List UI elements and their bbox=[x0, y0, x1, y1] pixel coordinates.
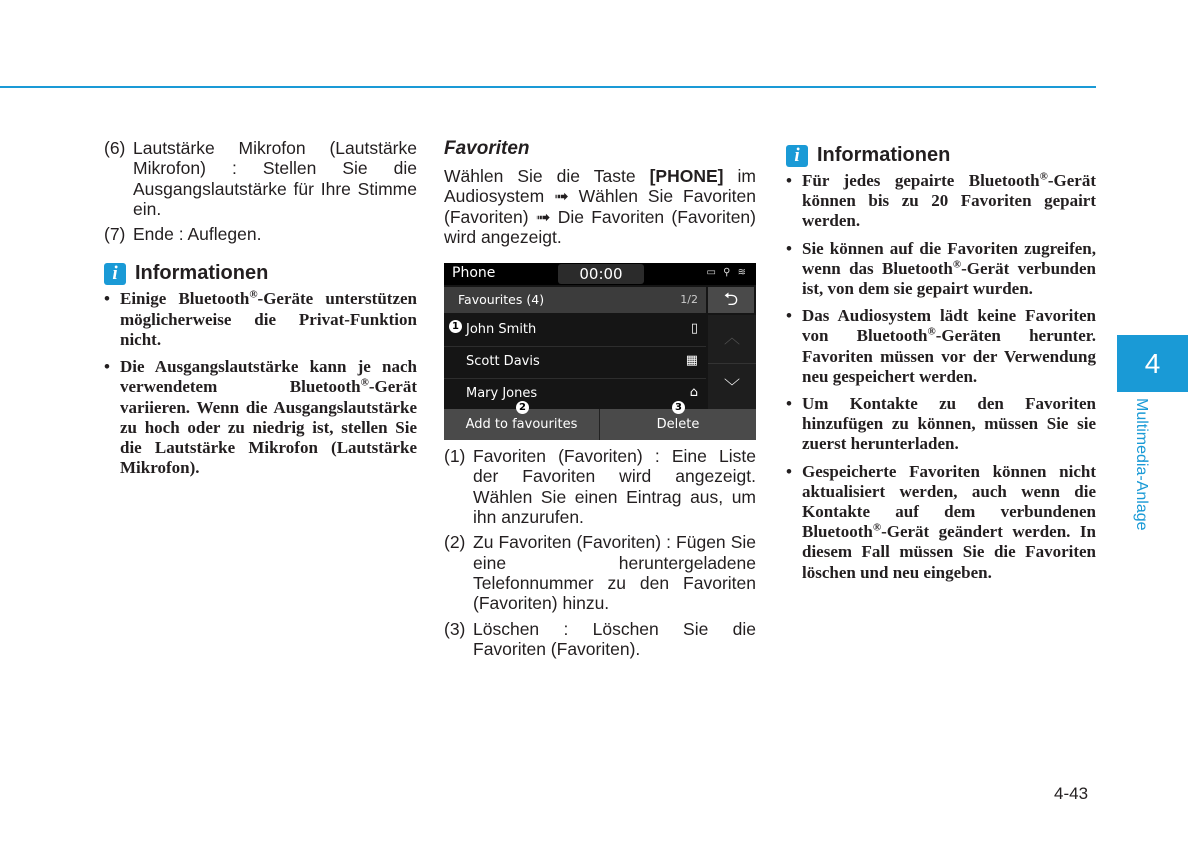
favourites-title: Favourites (4) bbox=[458, 292, 545, 308]
call-timer: 00:00 bbox=[558, 264, 644, 284]
bullet-text: Das Audiosystem lädt keine Favoriten von Bluetooth®-Geräten herunter. Favoriten müssen vor der Verwendung neu gespeichert werden. bbox=[802, 306, 1096, 386]
info-bullet-list bbox=[104, 289, 417, 478]
section-heading: Favoriten bbox=[444, 138, 530, 159]
info-bullet bbox=[786, 239, 1096, 300]
status-icons: ▭ ⚲ ≋ bbox=[706, 267, 748, 279]
item-number: (2) bbox=[444, 532, 466, 553]
scroll-up-icon[interactable]: ︿ bbox=[723, 328, 740, 348]
item-number: (1) bbox=[444, 446, 466, 467]
info-title: Informationen bbox=[135, 262, 269, 285]
bullet-text: Einige Bluetooth®-Geräte unterstützen möglicherweise die Privat-Funktion nicht. bbox=[120, 288, 417, 349]
info-icon: i bbox=[104, 263, 126, 285]
info-bullet bbox=[104, 289, 417, 350]
bullet-icon: • bbox=[786, 171, 792, 190]
mobile-icon: ▯ bbox=[690, 321, 698, 337]
phone-screen bbox=[444, 263, 756, 440]
scroll-down-icon[interactable]: ﹀ bbox=[708, 363, 756, 410]
contact-name: Mary Jones bbox=[466, 386, 538, 402]
office-icon: ▦ bbox=[685, 353, 698, 369]
contact-row[interactable] bbox=[444, 347, 706, 379]
info-bullet bbox=[786, 306, 1096, 387]
contact-name: John Smith bbox=[466, 322, 537, 338]
screen-button-bar bbox=[444, 409, 756, 440]
bullet-icon: • bbox=[104, 289, 110, 309]
screen-title: Phone bbox=[452, 265, 496, 282]
info-title: Informationen bbox=[817, 144, 951, 166]
info-bullet-list bbox=[786, 171, 1096, 583]
item-text: Favoriten (Favoriten) : Eine Liste der Favoriten wird angezeigt. Wählen Sie einen Eintrag aus, um ihn anzurufen. bbox=[473, 446, 756, 528]
list-item bbox=[104, 138, 417, 219]
item-text: Ende : Auflegen. bbox=[133, 224, 262, 245]
item-number: (7) bbox=[104, 224, 126, 245]
bullet-text: Die Ausgangslautstärke kann je nach verwendetem Bluetooth®-Gerät variieren. Wenn die Ausgangslautstärke zu hoch oder zu niedrig ist, stellen Sie die Lautstärke Mikrofon (Lautstärke Mikrofon). bbox=[120, 357, 417, 478]
chapter-tab: 4 bbox=[1117, 335, 1188, 392]
bullet-icon: • bbox=[786, 306, 792, 326]
callout-marker: 1 bbox=[449, 320, 462, 333]
callout-marker: 3 bbox=[672, 401, 685, 414]
chapter-title: Multimedia-Anlage bbox=[1133, 398, 1150, 531]
column-left bbox=[104, 138, 417, 485]
info-icon: i bbox=[786, 145, 808, 167]
add-to-favourites-button[interactable]: Add to favourites bbox=[444, 409, 600, 440]
bullet-icon: • bbox=[786, 394, 792, 414]
item-text: Löschen : Löschen Sie die Favoriten (Favoriten). bbox=[473, 618, 756, 659]
page-number: 4-43 bbox=[1054, 784, 1089, 803]
contact-row[interactable] bbox=[444, 315, 706, 347]
list-item bbox=[444, 619, 756, 660]
info-bullet bbox=[786, 171, 1096, 232]
bullet-text: Gespeicherte Favoriten können nicht aktualisiert werden, auch wenn die Kontakte auf dem verbundenen Bluetooth®-Gerät geändert werden. In diesem Fall müssen Sie die Favoriten löschen und neu eingeben. bbox=[802, 461, 1096, 582]
list-item bbox=[444, 532, 756, 613]
home-icon: ⌂ bbox=[689, 385, 698, 401]
contact-row[interactable] bbox=[444, 379, 706, 411]
favourites-header bbox=[444, 287, 706, 313]
bullet-text: Um Kontakte zu den Favoriten hinzufügen zu können, müssen Sie sie zuerst herunterladen. bbox=[802, 394, 1096, 454]
info-heading bbox=[786, 144, 1096, 167]
intro-pre: Wählen Sie die Taste bbox=[444, 166, 650, 186]
intro-text bbox=[444, 166, 756, 247]
column-middle bbox=[444, 138, 756, 664]
delete-button[interactable]: Delete bbox=[656, 417, 700, 433]
bullet-text: Für jedes gepairte Bluetooth®-Gerät können bis zu 20 Favoriten gepairt werden. bbox=[802, 170, 1096, 231]
contact-name: Scott Davis bbox=[466, 354, 540, 370]
item-number: (3) bbox=[444, 618, 466, 639]
screen-titlebar bbox=[444, 263, 756, 285]
info-bullet bbox=[786, 394, 1096, 455]
item-text: Zu Favoriten (Favoriten) : Fügen Sie eine heruntergeladene Telefonnummer zu den Favoriten (Favoriten) hinzu. bbox=[473, 532, 756, 614]
item-text: Lautstärke Mikrofon (Lautstärke Mikrofon) : Stellen Sie die Ausgangslautstärke für Ihre Stimme ein. bbox=[133, 138, 417, 219]
phone-key-label: [PHONE] bbox=[649, 166, 724, 186]
intro-post: im Audiosystem ➟ Wählen Sie Favoriten (Favoriten) ➟ Die Favoriten (Favoriten) wird angezeigt. bbox=[444, 166, 756, 247]
bullet-icon: • bbox=[786, 461, 792, 481]
back-icon[interactable]: ⮌ bbox=[708, 287, 754, 313]
bullet-icon: • bbox=[786, 238, 792, 258]
scroll-controls bbox=[708, 315, 756, 409]
info-heading bbox=[104, 262, 417, 285]
item-number: (6) bbox=[104, 138, 126, 158]
callout-marker: 2 bbox=[516, 401, 529, 414]
info-bullet bbox=[104, 357, 417, 478]
bullet-text: Sie können auf die Favoriten zugreifen, wenn das Bluetooth®-Gerät verbunden ist, von dem sie gepairt wurden. bbox=[802, 238, 1097, 299]
page-indicator: 1/2 bbox=[680, 293, 698, 307]
list-item bbox=[444, 446, 756, 527]
bullet-icon: • bbox=[104, 357, 110, 377]
header-rule bbox=[0, 86, 1096, 88]
info-bullet bbox=[786, 462, 1096, 583]
column-right bbox=[786, 136, 1096, 590]
list-item bbox=[104, 224, 417, 244]
